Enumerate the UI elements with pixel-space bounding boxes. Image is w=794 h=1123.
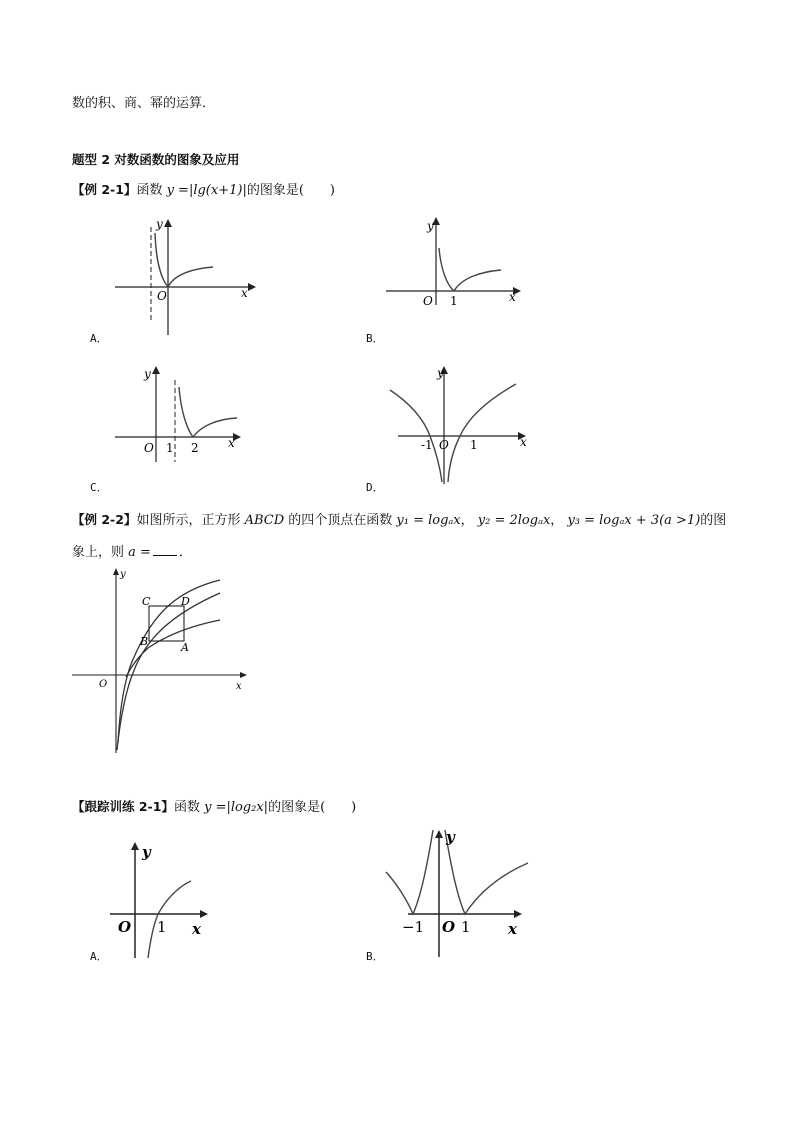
- graph-tr1-a: [108, 838, 218, 963]
- example-2-1-tag: 【例 2-1】: [72, 182, 137, 197]
- tracking-2-1-tag: 【跟踪训练 2-1】: [72, 799, 174, 814]
- tracking-2-1-formula: y =|log₂x|: [204, 800, 269, 815]
- graph-a-origin-label: O: [157, 289, 167, 303]
- example-2-2-text-c: 的图: [700, 513, 727, 528]
- example-2-1-prefix: 函数: [136, 183, 167, 198]
- example-2-2-text-d: 象上，则: [72, 545, 129, 560]
- graph-d-tick-neg1: -1: [421, 438, 433, 452]
- graph-b-origin-label: O: [423, 294, 433, 308]
- tr1-option-b: B．: [366, 950, 384, 963]
- graph-tr1-a-tick-1: 1: [157, 918, 167, 936]
- graph-tr1-b-x-label: x: [508, 920, 517, 938]
- example-2-2-text-a: 如图所示，正方形: [136, 513, 245, 528]
- tr1-option-a: A．: [90, 950, 108, 963]
- graph-a-x-label: x: [241, 286, 248, 300]
- graph-b-tick-1: 1: [450, 294, 458, 308]
- graph-d-origin-label: O: [439, 438, 449, 452]
- example-2-1-question: [72, 182, 335, 199]
- graph-b-y-label: y: [427, 219, 434, 233]
- graph-d-y-label: y: [437, 366, 444, 380]
- graph-ex2-vertex-d: D: [181, 595, 190, 608]
- graph-d-tick-1: 1: [470, 438, 478, 452]
- ex1-option-d: D．: [366, 481, 384, 494]
- graph-c-origin-label: O: [144, 441, 154, 455]
- graph-ex2-square: [70, 565, 255, 760]
- graph-tr1-b-origin-label: O: [442, 918, 456, 936]
- graph-tr1-b-y-label: y: [446, 828, 455, 846]
- graph-a-y-label: y: [156, 217, 163, 231]
- graph-ex1-d: [388, 362, 533, 487]
- graph-ex1-b: [383, 215, 528, 315]
- graph-c-x-label: x: [228, 436, 235, 450]
- graph-ex2-origin-label: O: [99, 679, 108, 690]
- graph-d-x-label: x: [520, 435, 527, 449]
- ex1-option-a: A．: [90, 332, 108, 345]
- tracking-2-1-question: [72, 799, 356, 816]
- graph-tr1-b-tick-1: 1: [461, 918, 471, 936]
- example-2-2-y2: y₂ = 2logₐx: [477, 513, 551, 528]
- example-2-2-line-2: [72, 544, 192, 561]
- graph-tr1-b: [383, 826, 528, 961]
- graph-c-y-label: y: [144, 367, 151, 381]
- graph-ex2-vertex-b: B: [140, 635, 149, 648]
- example-2-1-formula: y =|lg(x+1)|: [166, 183, 247, 198]
- example-2-2-tag: 【例 2-2】: [72, 512, 137, 527]
- example-2-2-y1: y₁ = logₐx: [396, 513, 461, 528]
- example-2-2-square: ABCD: [244, 513, 285, 528]
- graph-ex1-a: [110, 215, 260, 340]
- graph-c-tick-1: 1: [166, 441, 174, 455]
- graph-tr1-a-origin-label: O: [118, 918, 132, 936]
- graph-ex2-vertex-c: C: [142, 595, 151, 608]
- example-2-1-suffix: 的图象是( ): [246, 183, 335, 198]
- example-2-2-var: a =: [128, 545, 151, 560]
- tracking-2-1-prefix: 函数: [173, 800, 205, 815]
- example-2-2-text-e: ．: [178, 545, 192, 560]
- graph-ex2-x-label: x: [236, 681, 242, 692]
- graph-tr1-a-x-label: x: [192, 920, 201, 938]
- graph-tr1-b-tick-neg1: −1: [402, 918, 425, 936]
- ex1-option-b: B．: [366, 332, 384, 345]
- intro-line: 数的积、商、幂的运算．: [72, 96, 216, 111]
- graph-c-tick-2: 2: [191, 441, 199, 455]
- section-heading: 题型 2 对数函数的图象及应用: [72, 152, 240, 167]
- graph-ex2-y-label: y: [120, 569, 126, 580]
- example-2-2-text-b: 的四个顶点在函数: [284, 513, 397, 528]
- graph-tr1-a-y-label: y: [142, 843, 151, 861]
- example-2-2-y3: y₃ = logₐx + 3(a >1): [567, 513, 701, 528]
- answer-blank[interactable]: [153, 544, 177, 556]
- graph-ex1-c: [113, 362, 248, 462]
- graph-ex2-vertex-a: A: [181, 641, 189, 654]
- tracking-2-1-suffix: 的图象是( ): [268, 800, 357, 815]
- example-2-2-line-1: 【例 2-2】如图所示，正方形 ABCD 的四个顶点在函数 y₁ = logₐx， y₂ = 2logₐx， y₃ = logₐx + 3(a >1)的图: [72, 512, 727, 528]
- graph-b-x-label: x: [509, 290, 516, 304]
- ex1-option-c: C．: [90, 481, 108, 494]
